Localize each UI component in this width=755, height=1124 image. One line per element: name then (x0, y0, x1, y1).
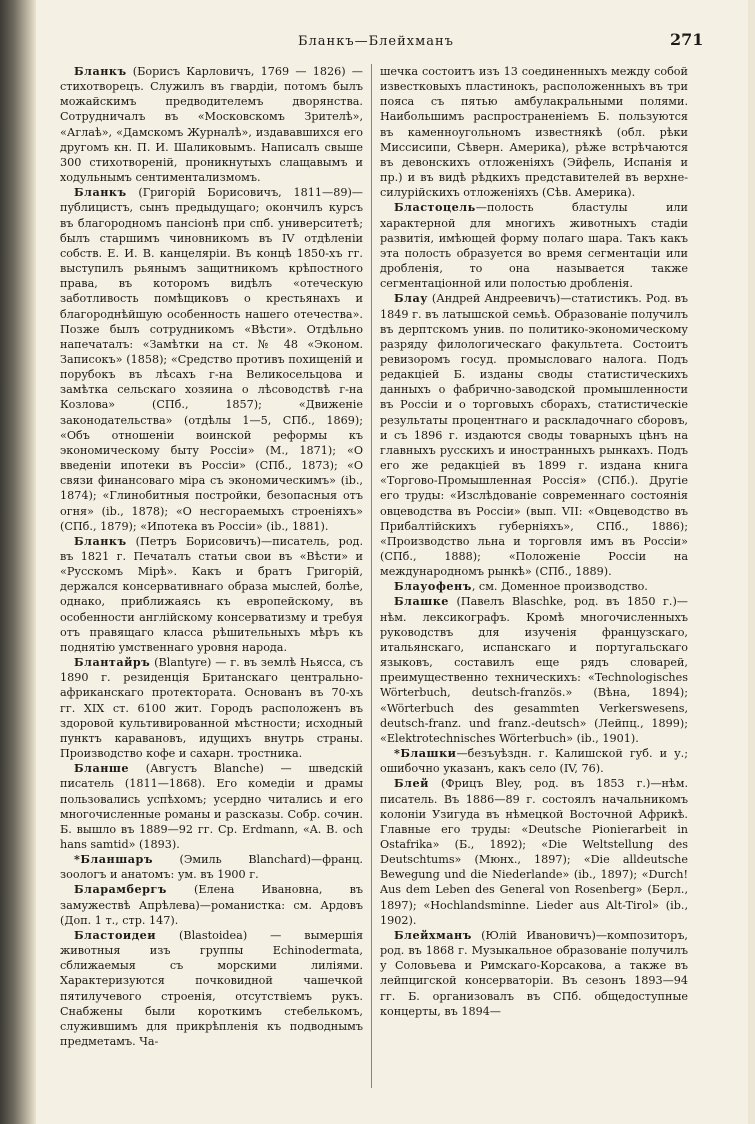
entry-headword: Блау (394, 291, 428, 306)
entry-text: —безъуѣздн. г. Калишской губ. и у.; ошибочно указанъ, какъ село (IV, 76). (380, 747, 688, 776)
entry-text: (Андрей Андреевичъ)—статистикъ. Род. въ 1849 г. въ латышской семьѣ. Образованіе получилъ въ дерптскомъ унив. по политико-экономическому разряду филологическаго факультета. Состоитъ ревизоромъ госуд. промысловаго налога. Подъ редакціей Б. изданы своды статистическихъ данныхъ о фабрично-заводской промышленности въ Россіи и о торговыхъ сборахъ, статистическіе результаты процентнаго и раскладочнаго сборовъ, и съ 1896 г. издаются своды товарныхъ цѣнъ на главныхъ русскихъ и иностранныхъ рынкахъ. Подъ его же редакціей въ 1899 г. издана книга «Торгово-Промышленная Россія» (СПб.). Другіе его труды: «Изслѣдованіе современнаго состоянія овцеводства въ Россіи» (вып. VII: «Овцеводство въ Прибалтійскихъ губерніяхъ», СПб., 1886); «Производство льна и торговля имъ въ Россіи» (СПб., 1888); «Положеніе Россіи на международномъ рынкѣ» (СПб., 1889). (380, 292, 688, 579)
entry-headword: Бластоцель (394, 200, 476, 215)
right-column (380, 64, 688, 1019)
entry-text: (Blantyre) — г. въ землѣ Ньясса, съ 1890 г. резиденція Британскаго центрально-африканскаго протектората. Основанъ въ 70-хъ гг. XIX ст. 6100 жит. Городъ расположенъ въ здоровой культивированной мѣстности; исходный пунктъ каравановъ, идущихъ внутрь страны. Производство кофе и сахарн. тростника. (60, 656, 363, 761)
entry-blank-boris (60, 64, 363, 185)
entry-text: (Петръ Борисовичъ)—писатель, род. въ 1821 г. Печаталъ статьи свои въ «Вѣсти» и «Русскомъ Мірѣ». Какъ и братъ Григорій, держался консервативнаго образа мыслей, болѣе, однако, приближаясь къ европейскому, въ особенности англійскому консерватизму и требуя отъ правящаго класса рѣшительныхъ мѣръ къ поднятію умственнаго уровня народа. (60, 534, 363, 654)
entry-text: шечка состоитъ изъ 13 соединенныхъ между собой известковыхъ пластинокъ, расположенныхъ въ три пояса съ пятью амбулакральными полями. Наибольшимъ распространеніемъ Б. пользуются въ каменноугольномъ известнякѣ (обл. рѣки Миссисипи, Сѣверн. Америка), рѣже встрѣчаются въ девонскихъ отложеніяхъ (Эйфель, Испанія и пр.) и въ видѣ рѣдкихъ представителей въ верхне-силурійскихъ отложеніяхъ (Сѣв. Америка). (380, 65, 688, 200)
entry-blastocoel (380, 200, 688, 291)
running-head: Бланкъ—Блейхманъ (298, 34, 454, 49)
entry-headword: Бларамбергъ (74, 882, 167, 897)
entry-blantyre (60, 655, 363, 761)
book-spine-shadow (0, 0, 36, 1124)
entry-blank-petr (60, 534, 363, 655)
entry-headword: Бланкъ (74, 64, 127, 78)
entry-headword: *Бланшаръ (74, 852, 153, 867)
entry-text: (Юлій Ивановичъ)—композиторъ, род. въ 1868 г. Музыкальное образованіе получилъ у Соловьева и Римскаго-Корсакова, а также въ лейпцигской консерваторіи. Въ сезонъ 1893—94 гг. Б. организовалъ въ СПб. общедоступные концерты, въ 1894— (380, 928, 688, 1018)
entry-headword: Бластоидеи (74, 927, 157, 942)
entry-headword: Блауофенъ (394, 579, 472, 594)
entry-headword: *Блашки (394, 746, 457, 761)
column-divider (371, 64, 372, 1088)
page-header (36, 30, 748, 54)
entry-headword: Бланше (74, 761, 130, 776)
page-number: 271 (670, 30, 704, 49)
entry-headword: Блантайръ (74, 655, 151, 670)
entry-text: (Павелъ Blaschke, род. въ 1850 г.)—нѣм. лексикографъ. Кромѣ многочисленныхъ руководствъ для изученія французскаго, итальянскаго, испанскаго и португальскаго языковъ, составилъ еще рядъ словарей, преимущественно техническихъ: «Technologisches Wörterbuch, deutsch-französ.» (Вѣна, 1894); «Wörterbuch des gesammten Verkerswesens, deutsch-franz. und franz.-deutsch» (Лейпц., 1899); «Elektrotechnisches Wörterbuch» (ib., 1901). (380, 595, 688, 745)
entry-headword: Блашке (394, 594, 449, 609)
entry-headword: Бланкъ (74, 185, 127, 200)
entry-blauofen (380, 579, 688, 594)
entry-blanche (60, 761, 363, 852)
entry-blastoidea (60, 928, 363, 1049)
entry-blanchard (60, 852, 363, 882)
entry-headword: Бланкъ (74, 533, 127, 548)
entry-blashki (380, 746, 688, 776)
entry-text: (Фрицъ Bley, род. въ 1853 г.)—нѣм. писатель. Въ 1886—89 г. состоялъ начальникомъ колоніи Узигуда въ нѣмецкой Восточной Африкѣ. Главные его труды: «Deutsche Pionierarbeit in Ostafrika» (Б., 1892); «Die Weltstellung des Deutschtums» (Мюнх., 1897); «Die alldeutsche Bewegung und die Niederlande» (ib., 1897); «Durch! Aus dem Leben des General von Rosenberg» (Берл., 1897); «Hochlandsminne. Lieder aus Alt-Tirol» (ib., 1902). (380, 777, 688, 927)
entry-text: (Григорій Борисовичъ, 1811—89)—публицистъ, сынъ предыдущаго; окончилъ курсъ въ благородномъ пансіонѣ при спб. университетѣ; былъ старшимъ чиновникомъ въ IV отдѣленіи собств. Е. И. В. канцеляріи. Въ концѣ 1850-хъ гг. выступилъ рьянымъ защитникомъ крѣпостного права, въ которомъ видѣлъ «отеческую заботливость помѣщиковъ о крестьянахъ и благороднѣйшую особенность нашего отечества». Позже былъ сотрудникомъ «Вѣсти». Отдѣльно напечаталъ: «Замѣтки на ст. № 48 «Эконом. Записокъ» (1858); «Средство противъ похищеній и порубокъ въ лѣсахъ г-на Великосельцова и замѣтка сельскаго хозяина о лѣсоводствѣ г-на Козлова» (СПб., 1857); «Движеніе законодательства» (отдѣлы 1—5, СПб., 1869); «Объ отношеніи воинской реформы къ экономическому быту Россіи» (М., 1871); «О введеніи ипотеки въ Россіи» (СПб., 1873); «О связи финансоваго міра съ экономическимъ» (ib., 1874); «Глинобитныя постройки, безопасныя отъ огня» (ib., 1878); «О несгораемыхъ строеніяхъ» (СПб., 1879); «Ипотека въ Россіи» (ib., 1881). (60, 186, 363, 533)
entry-text: , см. Доменное производство. (471, 580, 648, 594)
entry-text: (Эмиль Blanchard)—франц. зоологъ и анатомъ: ум. въ 1900 г. (60, 853, 363, 882)
entry-text: (Елена Ивановна, въ замужествѣ Апрѣлева)—романистка: см. Ардовъ (Доп. 1 т., стр. 147). (60, 883, 363, 927)
entry-text: —полость бластулы или характерной для многихъ животныхъ стадіи развитія, имѣющей форму полаго шара. Такъ какъ эта полость образуется во время сегментаціи или дробленія, то она называется также сегментаціонной или полостью дробленія. (380, 201, 688, 291)
entry-blastoidea-continued (380, 64, 688, 200)
entry-blaschke (380, 594, 688, 746)
entry-text: (Августъ Blanche) — шведскій писатель (1811—1868). Его комедіи и драмы пользовались успѣхомъ; усердно читались и его многочисленные романы и разсказы. Собр. сочин. Б. вышло въ 1889—92 гг. Ср. Erdmann, «A. B. och hans samtid» (1893). (60, 762, 363, 851)
entry-bley (380, 776, 688, 928)
entry-text: (Борисъ Карловичъ, 1769 — 1826) — стихотворецъ. Служилъ въ гвардіи, потомъ былъ можайскимъ предводителемъ дворянства. Сотрудничалъ въ «Московскомъ Зрителѣ», «Аглаѣ», «Дамскомъ Журналѣ», издававшихся его другомъ кн. П. И. Шаликовымъ. Написалъ свыше 300 стихотвореній, проникнутыхъ слащавымъ и ходульнымъ сентиментализмомъ. (60, 65, 363, 185)
left-column (60, 64, 363, 1049)
entry-text: (Blastoidea) — вымершія животныя изъ группы Echinodermata, сближаемыя съ морскими лиліями. Характеризуются почковидной чашечкой пятилучевого строенія, отсутствіемъ рукъ. Снабжены были короткимъ стебелькомъ, служившимъ для прикрѣпленія къ подводнымъ предметамъ. Ча- (60, 928, 363, 1048)
entry-headword: Блейхманъ (394, 927, 472, 942)
entry-blank-grigory (60, 185, 363, 534)
entry-bleichmann (380, 928, 688, 1019)
entry-blaramberg (60, 882, 363, 927)
entry-headword: Блей (394, 776, 429, 791)
entry-blau (380, 291, 688, 579)
